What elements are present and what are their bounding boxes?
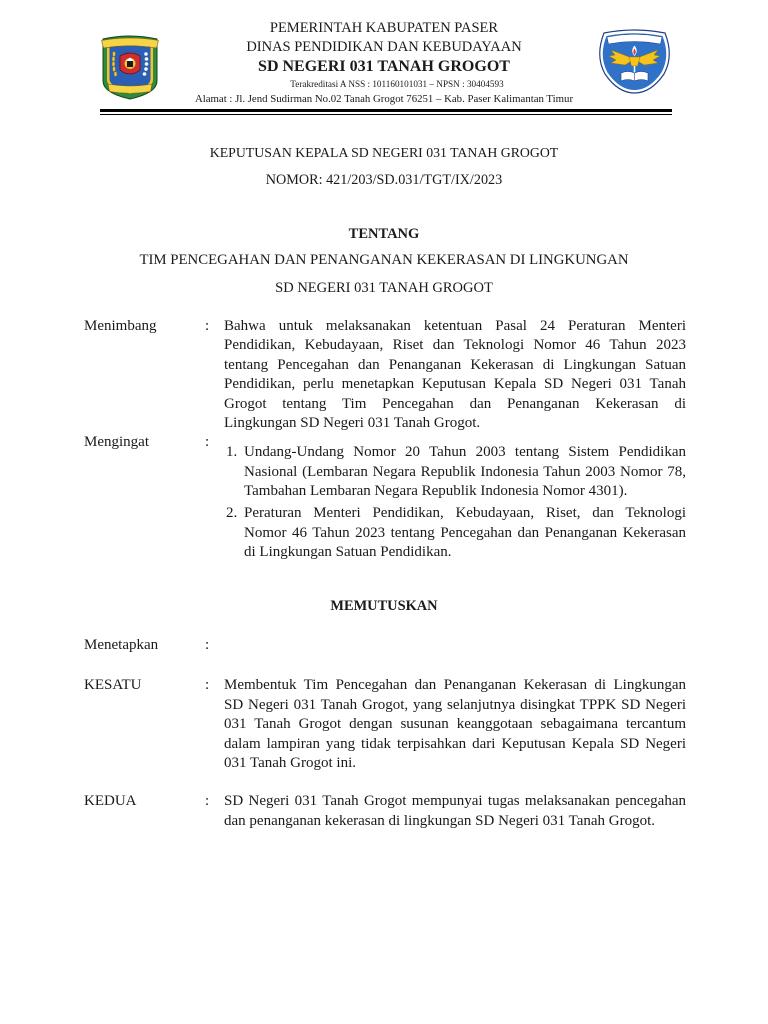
mengingat-item-number: 2. (226, 505, 238, 521)
mengingat-item (244, 504, 686, 563)
menimbang-line: Grogot tentang Tim Pencegahan dan Penanganan Kekerasan di (224, 395, 686, 412)
decree-heading: KEPUTUSAN KEPALA SD NEGERI 031 TANAH GROGOT (209, 145, 559, 160)
mengingat-label: Mengingat (84, 434, 149, 450)
decree-about-label: TENTANG (348, 226, 420, 242)
decision-heading: MEMUTUSKAN (330, 598, 438, 614)
kesatu-line: dalam lampiran yang tidak terpisahkan dari Keputusan Kepala SD Negeri (224, 735, 686, 752)
mengingat-item-line: Nomor 46 Tahun 2023 tentang Pencegahan dan Penanganan Kekerasan (244, 524, 686, 541)
mengingat-colon: : (205, 434, 210, 450)
menetapkan-colon: : (205, 637, 210, 653)
letterhead-agency: DINAS PENDIDIKAN DAN KEBUDAYAAN (246, 39, 522, 55)
letterhead-government: PEMERINTAH KABUPATEN PASER (269, 20, 499, 36)
kesatu-text (224, 676, 686, 774)
tut-wuri-handayani-emblem-icon (596, 28, 673, 94)
letterhead-rule-thick (100, 109, 672, 112)
menimbang-text (224, 317, 686, 434)
decree-number: NOMOR: 421/203/SD.031/TGT/IX/2023 (265, 172, 503, 188)
mengingat-item-number: 1. (226, 444, 238, 460)
letterhead-school-name: SD NEGERI 031 TANAH GROGOT (258, 58, 510, 75)
kesatu-colon: : (205, 677, 210, 693)
kesatu-line: Membentuk Tim Pencegahan dan Penanganan Kekerasan di Lingkungan (224, 677, 686, 693)
menimbang-colon: : (205, 317, 210, 334)
menimbang-line: tentang Pencegahan dan Penanganan Kekerasan di Lingkungan Satuan (224, 356, 686, 373)
kedua-colon: : (205, 793, 210, 809)
letterhead-address: Alamat : Jl. Jend Sudirman No.02 Tanah Grogot 76251 – Kab. Paser Kalimantan Timur (194, 92, 574, 105)
kesatu-label: KESATU (84, 677, 142, 693)
menimbang-line: Lingkungan SD Negeri 031 Tanah Grogot. (224, 415, 481, 431)
letterhead-rule-thin (100, 114, 672, 115)
kedua-text (224, 792, 686, 831)
letterhead-accreditation: Terakreditasi A NSS : 101160101031 – NPSN : 30404593 (290, 79, 504, 89)
menetapkan-label: Menetapkan (84, 637, 159, 653)
menimbang-line: Pendidikan, perlu menetapkan Keputusan Kepala SD Negeri 031 Tanah (224, 376, 686, 392)
kesatu-line: 031 Tanah Grogot ini. (224, 755, 356, 771)
menimbang-line: Bahwa untuk melaksanakan ketentuan Pasal 24 Peraturan Menteri (224, 317, 686, 334)
decree-subject-line: TIM PENCEGAHAN DAN PENANGANAN KEKERASAN DI LINGKUNGAN (139, 252, 629, 268)
kesatu-line: 031 Tanah Grogot dengan susunan keanggotaan sebagaimana tercantum (224, 716, 686, 732)
mengingat-item-line: Nasional (Lembaran Negara Republik Indonesia Tahun 2003 Nomor 78, (244, 463, 686, 480)
kedua-line: SD Negeri 031 Tanah Grogot mempunyai tugas melaksanakan pencegahan (224, 793, 686, 809)
kesatu-line: SD Negeri 031 Tanah Grogot, yang selanjutnya disingkat TPPK SD Negeri (224, 696, 686, 713)
mengingat-item-line: Tambahan Lembaran Negara Republik Indonesia Nomor 4301). (244, 483, 628, 499)
decree-subject-line: SD NEGERI 031 TANAH GROGOT (275, 280, 493, 296)
kedua-label: KEDUA (84, 793, 137, 809)
mengingat-item (244, 443, 686, 502)
menimbang-label: Menimbang (84, 317, 157, 334)
menimbang-line: Pendidikan, Kebudayaan, Riset dan Teknologi Nomor 46 Tahun 2023 (224, 337, 686, 353)
kedua-line: dan penanganan kekerasan di lingkungan SD Negeri 031 Tanah Grogot. (224, 812, 656, 829)
mengingat-item-line: di Lingkungan Satuan Pendidikan. (244, 544, 452, 560)
mengingat-item-line: Peraturan Menteri Pendidikan, Kebudayaan, Riset, dan Teknologi (244, 505, 686, 521)
mengingat-item-line: Undang-Undang Nomor 20 Tahun 2003 tentang Sistem Pendidikan (244, 444, 686, 460)
